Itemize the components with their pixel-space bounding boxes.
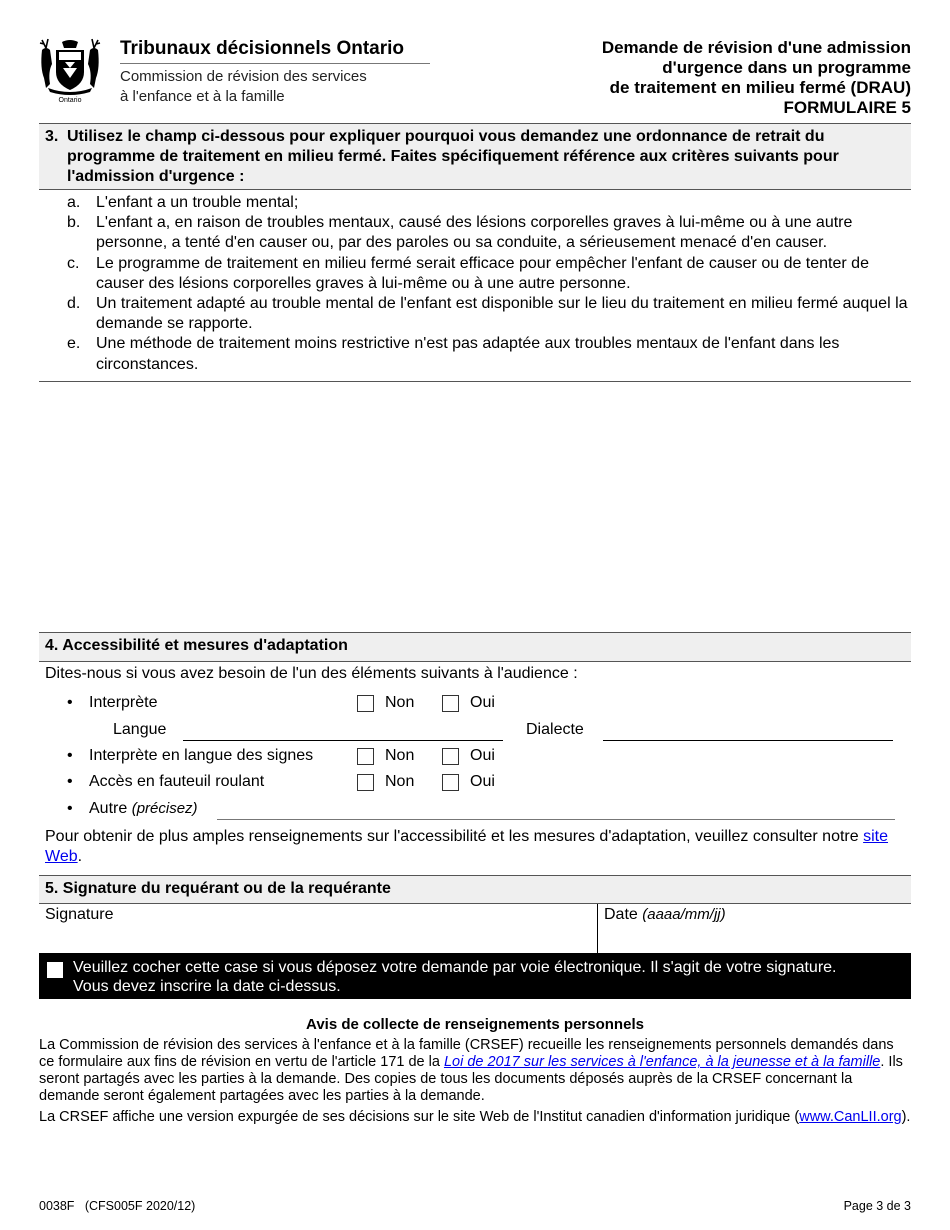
interpreter-non-label: Non (385, 694, 415, 711)
interpreter-oui-label: Oui (470, 694, 495, 711)
accessibility-info-end: . (77, 848, 83, 865)
criteria-letter: a. (67, 194, 81, 211)
dialecte-field[interactable] (603, 740, 893, 741)
section-5-number: 5. (45, 880, 59, 897)
date-label-text: Date (604, 906, 638, 923)
privacy-notice-title: Avis de collecte de renseignements personnels (306, 1016, 644, 1033)
date-hint: (aaaa/mm/jj) (642, 906, 726, 923)
sign-language-oui-label: Oui (470, 747, 495, 764)
wheelchair-non-checkbox[interactable] (357, 774, 374, 791)
act-link[interactable]: Loi de 2017 sur les services à l'enfance, à la jeunesse et à la famille (443, 1054, 881, 1070)
section-3-heading: Utilisez le champ ci-dessous pour expliquer pourquoi vous demandez une ordonnance de retrait du programme de traitement en milieu fermé. Faites spécifiquement référence aux critères suivants pour l'admission d'urgence : (67, 128, 839, 185)
langue-label: Langue (113, 721, 167, 738)
interpreter-label: • Interprète (89, 694, 157, 712)
criteria-text: Une méthode de traitement moins restrictive n'est pas adaptée aux troubles mentaux de l'enfant dans les circonstances. (96, 335, 840, 373)
sign-language-oui-checkbox[interactable] (442, 748, 459, 765)
electronic-filing-line1: Veuillez cocher cette case si vous déposez votre demande par voie électronique. Il s'agit de votre signature. (73, 959, 837, 976)
criteria-letter: e. (67, 335, 81, 353)
signature-label: Signature (45, 906, 114, 923)
privacy-notice (39, 1037, 911, 1126)
autre-label (89, 800, 198, 818)
form-title-line2: d'urgence dans un programme (662, 58, 911, 77)
criteria-text: L'enfant a, en raison de troubles mentaux, causé des lésions corporelles graves à lui-même ou à une autre personne, a tenté d'en causer ou, par des paroles ou sa conduite, a sérieusement menacé d'en causer. (96, 214, 853, 252)
explanation-textarea[interactable] (39, 383, 911, 631)
page-number: Page 3 de 3 (843, 1199, 911, 1213)
criteria-divider (39, 381, 911, 382)
form-code: 0038F (CFS005F 2020/12) (39, 1199, 196, 1213)
section-5-header (39, 875, 911, 904)
criteria-text: L'enfant a un trouble mental; (96, 194, 299, 211)
dialecte-label: Dialecte (526, 721, 584, 738)
interpreter-oui-checkbox[interactable] (442, 695, 459, 712)
criteria-text: Le programme de traitement en milieu fermé serait efficace pour empêcher l'enfant de causer ou de tenter de causer des lésions corporelles graves à lui-même ou à une autre personne. (96, 254, 869, 292)
form-title-line3: de traitement en milieu fermé (DRAU) (609, 78, 911, 97)
organization-name: Tribunaux décisionnels Ontario (120, 38, 404, 59)
criteria-item (67, 213, 912, 253)
accessibility-intro: Dites-nous si vous avez besoin de l'un des éléments suivants à l'audience : (45, 665, 578, 682)
langue-field[interactable] (183, 740, 503, 741)
criteria-letter: b. (67, 214, 81, 232)
criteria-list (67, 193, 912, 375)
accessibility-info (45, 827, 905, 867)
header-divider (120, 63, 430, 64)
signature-divider (597, 904, 598, 954)
date-field[interactable] (599, 904, 910, 953)
electronic-filing-bar (39, 954, 911, 999)
criteria-item (67, 193, 912, 213)
accessibility-info-text: Pour obtenir de plus amples renseignements sur l'accessibilité et les mesures d'adaptation, veuillez consulter notre (45, 828, 859, 845)
section-5-heading: Signature du requérant ou de la requérante (62, 880, 391, 897)
criteria-letter: d. (67, 295, 81, 313)
section-4-number: 4. (45, 637, 59, 654)
notice-text: La Commission de révision des services à l'enfance et à la famille (CRSEF) recueille les renseignements personnels demandés dans ce formulaire aux fins de révision en vertu de l'article 171 de la (39, 1037, 894, 1070)
interpreter-non-checkbox[interactable] (357, 695, 374, 712)
wheelchair-oui-label: Oui (470, 773, 495, 790)
autre-hint: (précisez) (131, 800, 198, 817)
criteria-letter: c. (67, 254, 80, 272)
wheelchair-label: • Accès en fauteuil roulant (89, 773, 264, 791)
sign-language-non-checkbox[interactable] (357, 748, 374, 765)
section-4-heading: Accessibilité et mesures d'adaptation (62, 637, 348, 654)
form-number: FORMULAIRE 5 (783, 98, 911, 117)
section-3-header (39, 123, 911, 190)
canlii-link[interactable]: www.CanLII.org (799, 1109, 902, 1125)
wheelchair-non-label: Non (385, 773, 415, 790)
logo-caption: Ontario (58, 97, 82, 104)
notice-text: ). (901, 1109, 911, 1125)
electronic-filing-line2: Vous devez inscrire la date ci-dessus. (73, 978, 341, 995)
signature-field[interactable] (40, 904, 596, 953)
criteria-item (67, 334, 912, 374)
autre-field[interactable] (217, 819, 895, 820)
notice-text: . Ils seront partagés avec les parties à la demande. Des copies de tous les documents déposés auprès de la CRSEF concernant la demande seront également partagées avec les parties à la demande. (39, 1054, 903, 1104)
criteria-text: Un traitement adapté au trouble mental de l'enfant est disponible sur le lieu du traitement en milieu fermé auquel la demande se rapporte. (96, 295, 908, 333)
form-title (491, 38, 911, 118)
electronic-filing-checkbox[interactable] (47, 962, 63, 978)
website-link[interactable]: site Web (45, 828, 889, 865)
privacy-notice-paragraph-1 (39, 1037, 911, 1105)
autre-text: Autre (89, 800, 128, 817)
wheelchair-oui-checkbox[interactable] (442, 774, 459, 791)
criteria-item (67, 294, 912, 334)
form-title-line1: Demande de révision d'une admission (601, 38, 911, 57)
section-3-number: 3. (45, 128, 59, 145)
board-name-line1: Commission de révision des services (120, 68, 367, 85)
ontario-coat-of-arms-logo (38, 38, 102, 104)
sign-language-non-label: Non (385, 747, 415, 764)
privacy-notice-paragraph-2 (39, 1109, 911, 1126)
sign-language-label: • Interprète en langue des signes (89, 747, 313, 765)
notice-text: La CRSEF affiche une version expurgée de ses décisions sur le site Web de l'Institut canadien d'information juridique ( (39, 1109, 800, 1125)
criteria-item (67, 254, 912, 294)
section-4-header (39, 632, 911, 662)
board-name-line2: à l'enfance et à la famille (120, 88, 285, 105)
